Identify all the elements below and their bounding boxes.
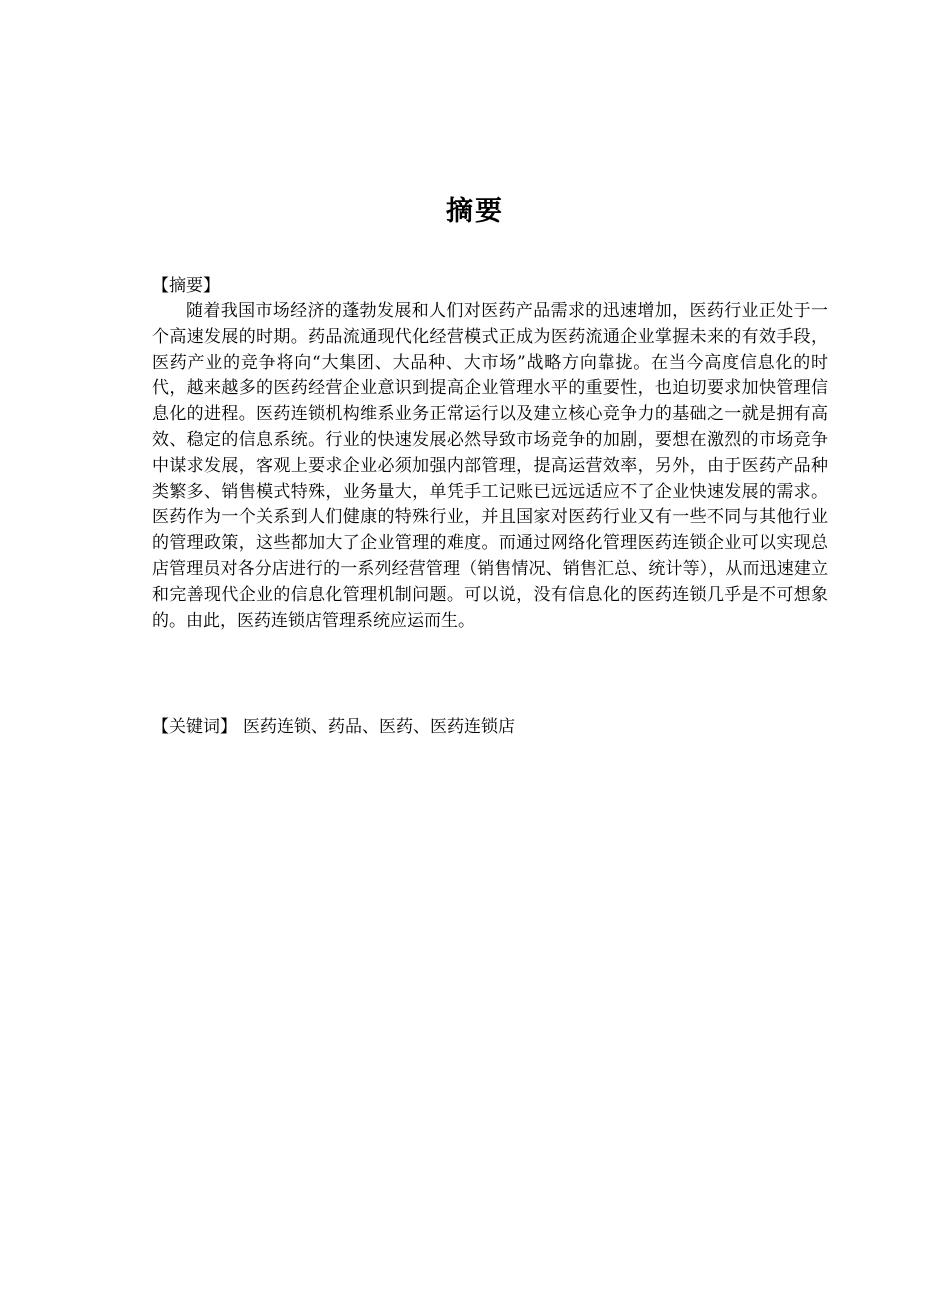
keywords-line — [152, 714, 515, 740]
keywords-label: 【关键词】 — [152, 717, 237, 737]
page-title: 摘要 — [446, 196, 504, 227]
abstract-paragraph: 随着我国市场经济的蓬勃发展和人们对医药产品需求的迅速增加，医药行业正处于一个高速发展的时期。药品流通现代化经营模式正成为医药流通企业掌握未来的有效手段，医药产业的竞争将向“大集团、大品种、大市场”战略方向靠拢。在当今高度信息化的时代，越来越多的医药经营企业意识到提高企业管理水平的重要性，也迫切要求加快管理信息化的进程。医药连锁机构维系业务正常运行以及建立核心竞争力的基础之一就是拥有高效、稳定的信息系统。行业的快速发展必然导致市场竞争的加剧，要想在激烈的市场竞争中谋求发展，客观上要求企业必须加强内部管理，提高运营效率，另外，由于医药产品种类繁多、销售模式特殊，业务量大，单凭手工记账已远远适应不了企业快速发展的需求。医药作为一个关系到人们健康的特殊行业，并且国家对医药行业又有一些不同与其他行业的管理政策，这些都加大了企业管理的难度。而通过网络化管理医药连锁企业可以实现总店管理员对各分店进行的一系列经营管理（销售情况、销售汇总、统计等），从而迅速建立和完善现代企业的信息化管理机制问题。可以说，没有信息化的医药连锁几乎是不可想象的。由此，医药连锁店管理系统应运而生。 — [152, 301, 828, 631]
abstract-label: 【摘要】 — [152, 276, 220, 296]
keywords-values: 医药连锁、药品、医药、医药连锁店 — [243, 717, 515, 737]
